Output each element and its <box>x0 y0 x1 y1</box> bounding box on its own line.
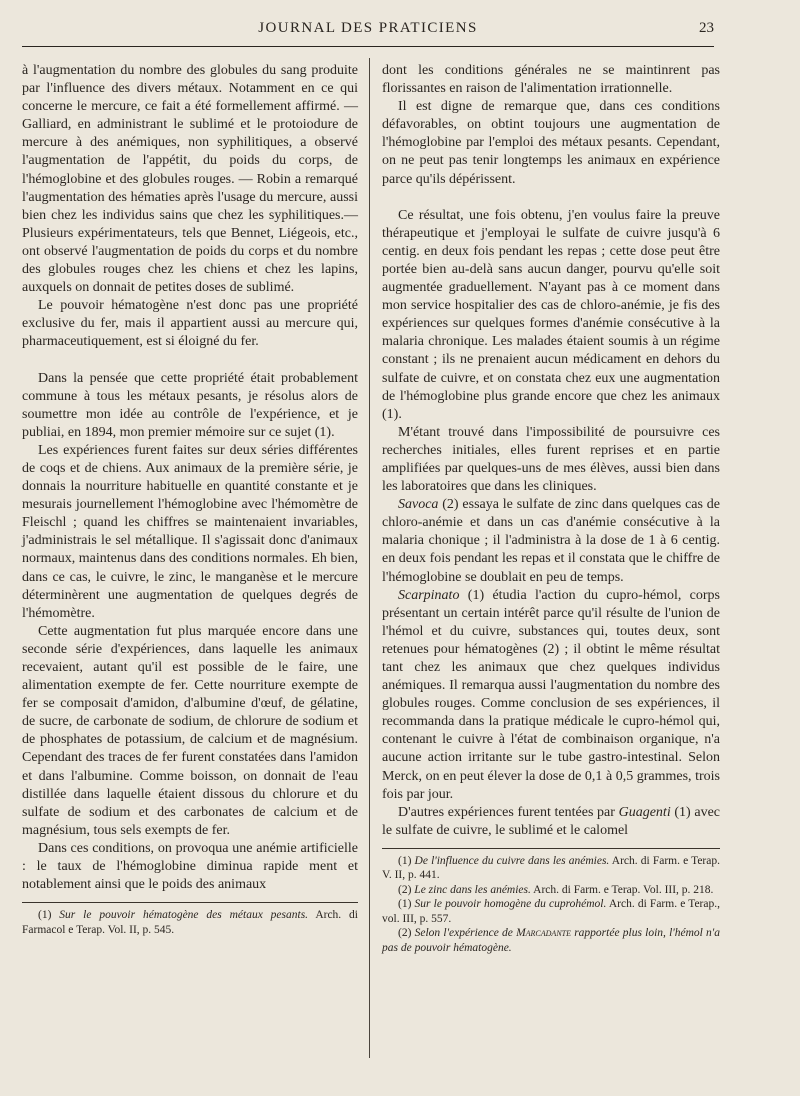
paragraph-text: (1) étudia l'action du cupro-hémol, corps présentant un certain intérêt parce qu'il résulte de l'union de l'hémol et du cuivre, substances qui, toutes deux, sont retenues pour hématogènes (2) ; il obtint le même résultat tant chez les animaux que chez quelques individus anémiques. Il remarqua aussi l'augmentation du nombre des globules rouges. Comme conclusion de ses expériences, il recommanda dans la pratique médicale le cupro-hémol qui, contenant le cuivre à l'état de combinaison organique, n'a aucune action irritante sur le tube gastro-intestinal. Selon Merck, on en peut élever la dose de 0,1 à 0,5 grammes, trois fois par jour. <box>382 587 720 802</box>
left-column <box>22 62 358 937</box>
footnote-number: (2) <box>398 883 412 896</box>
footnote-reference: Arch. di Farm. e Terap. Vol. III, p. 218. <box>533 883 714 896</box>
paragraph-text: (1) avec le sulfate de cuivre, le sublimé et le calomel <box>382 804 721 838</box>
footnote-number: (2) <box>398 927 412 940</box>
paragraph: Il est digne de remarque que, dans ces conditions défavorables, on obtint toujours une augmentation de l'hémoglobine par l'emploi des métaux pesants. Cependant, on ne peut pas tenir longtemps les animaux en expérience parce qu'ils dépérissent. <box>382 99 720 187</box>
footnote-number: (1) <box>398 854 412 867</box>
paragraph: Cette augmentation fut plus marquée encore dans une seconde série d'expériences, dans laquelle les animaux recevaient, autant qu'il est possible de le faire, une alimentation exempte de fer. Cette nourriture exempte de fer se composait d'amidon, d'albumine d'œuf, de gélatine, de sucre, de carbonate de sodium, de chlorure de sodium et de phosphates de potassium, de calcium et de magnésium. Cependant des traces de fer furent constatées dans l'amidon et dans l'albumine. Comme boisson, on donnait de l'eau distillée dans laquelle étaient dissous du chlorure et du sulfate de sodium et des carbonates de calcium et de magnésium, tous sels exempts de fer. <box>22 623 358 838</box>
author-name: Guagenti <box>618 804 671 820</box>
footnote-title: Sur le pouvoir homogène du cuprohémol. <box>414 898 607 911</box>
footnote-rule <box>382 848 720 849</box>
footnote <box>382 854 720 883</box>
paragraph: Les expériences furent faites sur deux séries différentes de coqs et de chiens. Aux animaux de la première série, je donnais la nourriture habituelle en quantité constante et je mesurais journellement l'hémoglobine avec l'hémomètre de Fleischl ; quand les chiffres se maintenaient invariables, j'administrais le sel métallique. Il s'agissait donc d'animaux normaux, maintenus dans des conditions normales. Eh bien, dans ce cas, le cuivre, le zinc, le manganèse et le mercure déterminèrent une augmentation de quelques degrés de l'hémomètre. <box>22 442 358 621</box>
paragraph-savoca <box>382 496 720 586</box>
paragraph-text: (2) essaya le sulfate de zinc dans quelques cas de chloro-anémie et dans un cas d'anémie consécutive à la malaria chonique ; il l'administra à la dose de 1 à 6 centig. en deux fois pendant les repas et il constata que le chiffre de l'hémoglobine se doublait en peu de temps. <box>382 497 720 585</box>
journal-title: JOURNAL DES PRATICIENS <box>258 20 478 36</box>
paragraph-guagenti <box>382 804 720 840</box>
footnote-reference: Arch. di Farm. e Terap. V. II, p. 441. <box>382 854 720 882</box>
header-rule <box>22 46 714 47</box>
footnote <box>382 897 720 926</box>
page-header <box>22 14 714 44</box>
paragraph: Dans la pensée que cette propriété était probablement commune à tous les métaux pesants, je résolus alors de soumettre mon idée au contrôle de l'expérience, et je publiai, en 1894, mon premier mémoire sur ce sujet (1). <box>22 370 358 440</box>
page-number: 23 <box>699 20 714 36</box>
footnote-title: Le zinc dans les anémies. <box>414 883 531 896</box>
paragraph: dont les conditions générales ne se maintinrent pas florissantes en raison de l'alimentation irrationnelle. <box>382 63 720 97</box>
footnote-reference: Arch. di Farmacol e Terap. Vol. II, p. 545. <box>22 909 358 936</box>
footnote <box>22 908 358 937</box>
paragraph: Le pouvoir hématogène n'est donc pas une propriété exclusive du fer, mais il appartient aussi au mercure qui, pharmaceutiquement, est si éloigné du fer. <box>22 298 358 350</box>
footnote-title: De l'influence du cuivre dans les anémies. <box>414 854 610 867</box>
footnote-author: Marcadante <box>516 927 571 940</box>
footnote-number: (1) <box>398 898 412 911</box>
footnote-title: Sur le pouvoir hématogène des métaux pesants. <box>59 909 309 922</box>
footnote <box>382 926 720 955</box>
author-name: Savoca <box>398 497 439 513</box>
footnote-reference: Arch. di Farm. e Terap., vol. III, p. 557. <box>382 898 720 925</box>
paragraph-scarpinato <box>382 587 720 804</box>
footnote <box>382 883 720 898</box>
paragraph: M'étant trouvé dans l'impossibilité de poursuivre ces recherches initiales, elles furent reprises et en partie amplifiées par quelques-uns de mes élèves, aussi bien dans les laboratoires que dans les cliniques. <box>382 424 720 495</box>
footnote-text: Selon l'expérience de <box>414 927 517 940</box>
footnote-number: (1) <box>38 909 52 922</box>
paragraph-text: D'autres expériences furent tentées par <box>398 804 619 820</box>
column-divider <box>369 58 370 1058</box>
paragraph: Ce résultat, une fois obtenu, j'en voulus faire la preuve thérapeutique et j'employai le sulfate de cuivre jusqu'à 6 centig. en deux fois pendant les repas ; cette dose peut être portée bien au-delà sans aucun danger, pourvu qu'elle soit augmentée graduellement. N'ayant pas à ce moment dans mon service hospitalier des cas de chloro-anémie, je fis des expériences sur quelques formes d'anémie consécutive à la malaria chronique. Les malades étaient soumis à un régime constant ; ils ne prenaient aucun médicament en dehors du sulfate de cuivre, et on constata chez eux une augmentation de l'hémoglobine plus grande encore que chez les animaux (1). <box>382 207 720 422</box>
footnote-text: rapportée plus loin, l'hémol n'a pas de pouvoir hématogène. <box>382 927 720 954</box>
paragraph: à l'augmentation du nombre des globules du sang produite par l'influence des divers métaux. Notamment en ce qui concerne le mercure, ce fait a été formellement affirmé. — Galliard, en administrant le sublimé et le protoiodure de mercure à des anémiques, non syphilitiques, a observé l'augmentation de l'appétit, du poids du corps, de l'hémoglobine et des globules rouges. — Robin a remarqué l'augmentation des hématies après l'usage du mercure, aussi bien chez les individus sains que chez les syphilitiques.—Plusieurs expérimentateurs, tels que Bennet, Liégeois, etc., ont observé l'augmentation de poids du corps et du nombre des globules rouges chez les chiens et chez les lapins, auxquels on donnait de petites doses de sublimé. <box>22 63 358 296</box>
paragraph: Dans ces conditions, on provoqua une anémie artificielle : le taux de l'hémoglobine diminua rapide ment et notablement ainsi que le poids des animaux <box>22 840 358 893</box>
footnote-rule <box>22 902 358 903</box>
author-name: Scarpinato <box>398 587 460 603</box>
right-column <box>382 62 720 955</box>
